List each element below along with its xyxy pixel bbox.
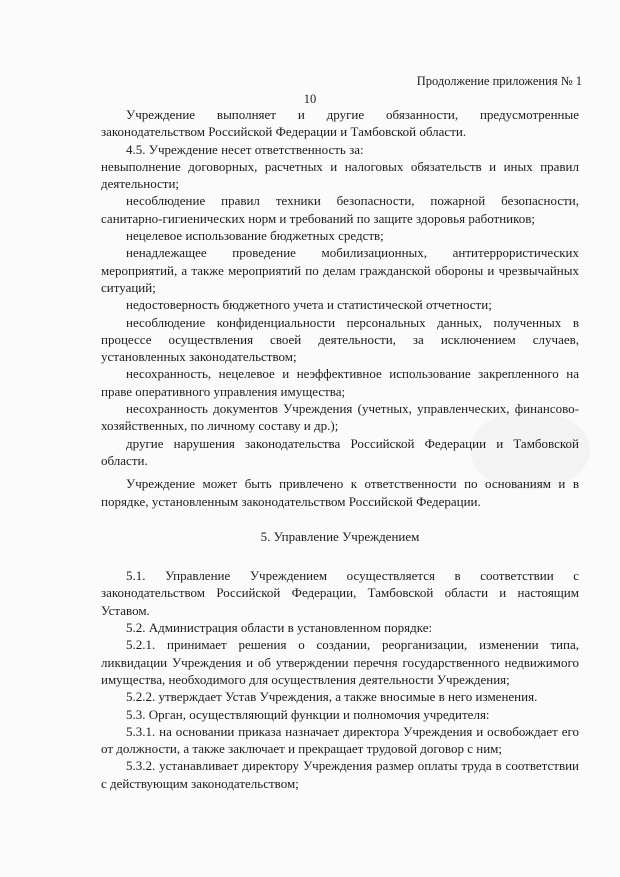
paragraph: ненадлежащее проведение мобилизационных, антитеррористических мероприятий, а также мероприятий по делам гражданской обороны и чрезвычайных ситуаций; bbox=[101, 245, 579, 295]
paragraph: Учреждение может быть привлечено к ответственности по основаниям и в порядке, установленным законодательством Российской Федерации. bbox=[101, 476, 579, 509]
page-number: 10 bbox=[303, 92, 317, 106]
paragraph: Учреждение выполняет и другие обязанности, предусмотренные законодательством Российской Федерации и Тамбовской области. bbox=[101, 107, 579, 140]
paragraph: другие нарушения законодательства Российской Федерации и Тамбовской области. bbox=[101, 435, 579, 468]
paragraph: 5.3.2. устанавливает директору Учреждения размер оплаты труда в соответствии с действующим законодательством; bbox=[101, 758, 579, 791]
paragraph: недостоверность бюджетного учета и статистической отчетности; bbox=[126, 297, 492, 313]
paragraph: 5.2.1. принимает решения о создании, реорганизации, изменении типа, ликвидации Учреждения и об утверждении перечня государственного недвижимого имущества, необходимого для осуществления деятельности Учреждения; bbox=[101, 637, 579, 687]
paragraph: 5.2.2. утверждает Устав Учреждения, а также вносимые в него изменения. bbox=[126, 689, 538, 705]
paragraph: 5.2. Администрация области в установленном порядке: bbox=[126, 620, 433, 636]
paragraph: 5.1. Управление Учреждением осуществляется в соответствии с законодательством Российской Федерации, Тамбовской области и настоящим Уставом. bbox=[101, 568, 579, 618]
document-body bbox=[101, 106, 579, 792]
section-title: 5. Управление Учреждением bbox=[260, 528, 420, 544]
paragraph: 5.3.1. на основании приказа назначает директора Учреждения и освобождает его от должности, а также заключает и прекращает трудовой договор с ним; bbox=[101, 723, 579, 757]
paragraph: нецелевое использование бюджетных средств; bbox=[126, 228, 384, 244]
paragraph: несоблюдение конфиденциальности персональных данных, полученных в процессе осуществления своей деятельности, за исключением случаев, установленных законодательством; bbox=[101, 314, 579, 365]
paragraph: несохранность документов Учреждения (учетных, управленческих, финансово-хозяйственных, по личному составу и др.); bbox=[101, 401, 579, 434]
paragraph: несохранность, нецелевое и неэффективное использование закрепленного на праве оперативного управления имущества; bbox=[101, 366, 579, 399]
paragraph: несоблюдение правил техники безопасности, пожарной безопасности, санитарно-гигиенических норм и требований по защите здоровья работников; bbox=[101, 193, 579, 226]
appendix-header: Продолжение приложения № 1 bbox=[416, 74, 582, 88]
paragraph: невыполнение договорных, расчетных и налоговых обязательств и иных правил деятельности; bbox=[101, 158, 579, 192]
paragraph: 4.5. Учреждение несет ответственность за: bbox=[126, 141, 364, 157]
paragraph: 5.3. Орган, осуществляющий функции и полномочия учредителя: bbox=[126, 706, 490, 722]
